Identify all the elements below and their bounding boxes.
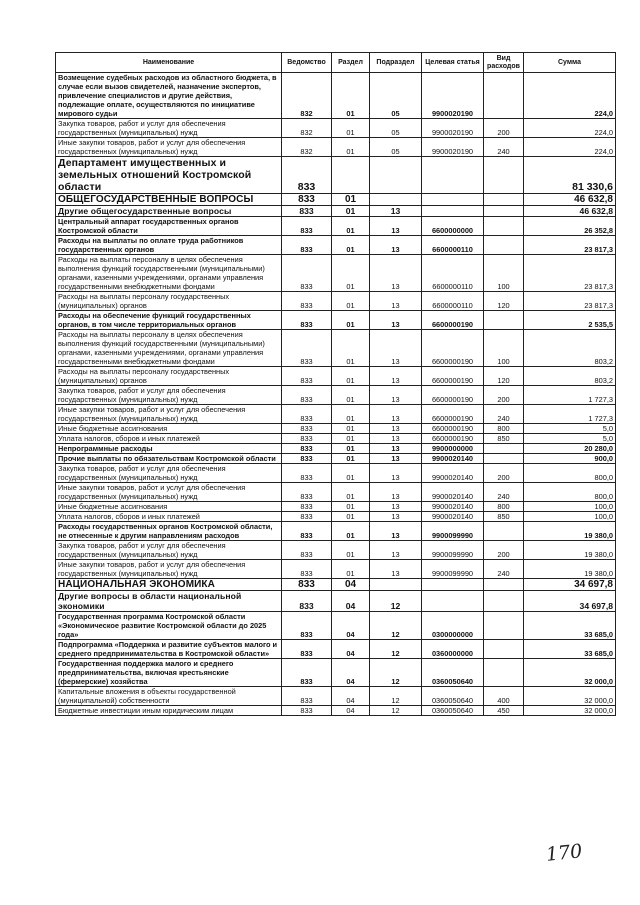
cell-department: 833 xyxy=(282,236,332,255)
cell-amount: 19 380,0 xyxy=(524,541,616,560)
cell-department: 833 xyxy=(282,483,332,502)
cell-subsection: 13 xyxy=(370,512,422,522)
cell-amount: 34 697,8 xyxy=(524,579,616,591)
cell-expense-type xyxy=(484,444,524,454)
table-row xyxy=(56,255,616,292)
cell-subsection: 13 xyxy=(370,434,422,444)
cell-name: Закупка товаров, работ и услуг для обеспечения государственных (муниципальных) нужд xyxy=(56,541,282,560)
cell-amount: 803,2 xyxy=(524,367,616,386)
cell-target-article: 9900020140 xyxy=(422,512,484,522)
cell-section: 01 xyxy=(332,454,370,464)
cell-target-article: 9900020140 xyxy=(422,483,484,502)
cell-name: Другие общегосударственные вопросы xyxy=(56,206,282,217)
cell-expense-type: 850 xyxy=(484,512,524,522)
table-row xyxy=(56,194,616,206)
cell-expense-type: 240 xyxy=(484,483,524,502)
cell-subsection: 13 xyxy=(370,444,422,454)
header-department: Ведомство xyxy=(282,53,332,73)
cell-department: 833 xyxy=(282,367,332,386)
cell-subsection: 13 xyxy=(370,522,422,541)
cell-amount: 19 380,0 xyxy=(524,522,616,541)
cell-amount: 800,0 xyxy=(524,483,616,502)
cell-amount: 5,0 xyxy=(524,424,616,434)
cell-department: 833 xyxy=(282,292,332,311)
cell-department: 833 xyxy=(282,591,332,612)
table-row xyxy=(56,367,616,386)
table-row xyxy=(56,464,616,483)
cell-target-article: 6600000190 xyxy=(422,311,484,330)
cell-department: 832 xyxy=(282,138,332,157)
cell-expense-type xyxy=(484,194,524,206)
cell-subsection: 12 xyxy=(370,659,422,687)
header-subsection: Подраздел xyxy=(370,53,422,73)
cell-amount: 224,0 xyxy=(524,73,616,119)
cell-amount: 900,0 xyxy=(524,454,616,464)
cell-subsection: 13 xyxy=(370,386,422,405)
cell-department: 833 xyxy=(282,444,332,454)
cell-expense-type xyxy=(484,591,524,612)
cell-expense-type: 850 xyxy=(484,434,524,444)
cell-target-article: 9900020190 xyxy=(422,73,484,119)
cell-section: 01 xyxy=(332,434,370,444)
cell-expense-type xyxy=(484,579,524,591)
cell-section: 04 xyxy=(332,640,370,659)
cell-section: 01 xyxy=(332,255,370,292)
cell-department: 833 xyxy=(282,194,332,206)
cell-department: 833 xyxy=(282,512,332,522)
header-target-article: Целевая статья xyxy=(422,53,484,73)
cell-amount: 32 000,0 xyxy=(524,659,616,687)
cell-target-article: 6600000000 xyxy=(422,217,484,236)
table-row xyxy=(56,119,616,138)
cell-target-article: 6600000110 xyxy=(422,255,484,292)
cell-subsection: 13 xyxy=(370,367,422,386)
cell-name: Закупка товаров, работ и услуг для обеспечения государственных (муниципальных) нужд xyxy=(56,464,282,483)
table-row xyxy=(56,138,616,157)
cell-subsection: 12 xyxy=(370,706,422,716)
cell-name: Прочие выплаты по обязательствам Костромской области xyxy=(56,454,282,464)
table-row xyxy=(56,434,616,444)
cell-subsection: 13 xyxy=(370,464,422,483)
cell-department: 833 xyxy=(282,206,332,217)
cell-amount: 19 380,0 xyxy=(524,560,616,579)
cell-section: 01 xyxy=(332,330,370,367)
cell-expense-type: 800 xyxy=(484,424,524,434)
cell-target-article: 9900020140 xyxy=(422,502,484,512)
cell-subsection: 13 xyxy=(370,292,422,311)
cell-department: 833 xyxy=(282,560,332,579)
table-row xyxy=(56,579,616,591)
cell-expense-type: 450 xyxy=(484,706,524,716)
table-row xyxy=(56,640,616,659)
cell-department: 833 xyxy=(282,157,332,194)
cell-target-article: 0360050640 xyxy=(422,706,484,716)
cell-target-article: 0300000000 xyxy=(422,612,484,640)
cell-department: 833 xyxy=(282,434,332,444)
cell-subsection: 13 xyxy=(370,483,422,502)
cell-target-article xyxy=(422,591,484,612)
cell-target-article: 9900099990 xyxy=(422,541,484,560)
cell-amount: 100,0 xyxy=(524,502,616,512)
cell-target-article xyxy=(422,579,484,591)
cell-amount: 46 632,8 xyxy=(524,194,616,206)
table-row xyxy=(56,560,616,579)
cell-section: 01 xyxy=(332,386,370,405)
cell-section: 01 xyxy=(332,541,370,560)
cell-section: 01 xyxy=(332,512,370,522)
table-row xyxy=(56,157,616,194)
cell-section: 04 xyxy=(332,591,370,612)
cell-name: Расходы на выплаты персоналу в целях обеспечения выполнения функций государственными (муниципальными) органами, казенными учреждениями, органами управления государственными внебюджетными фондами xyxy=(56,255,282,292)
cell-expense-type: 200 xyxy=(484,386,524,405)
budget-table-sheet xyxy=(55,52,615,716)
cell-amount: 2 535,5 xyxy=(524,311,616,330)
table-row xyxy=(56,424,616,434)
cell-name: Иные бюджетные ассигнования xyxy=(56,502,282,512)
cell-section: 04 xyxy=(332,687,370,706)
cell-expense-type xyxy=(484,206,524,217)
cell-target-article: 9900020140 xyxy=(422,464,484,483)
cell-name: Государственная программа Костромской области «Экономическое развитие Костромской области до 2025 года» xyxy=(56,612,282,640)
table-row xyxy=(56,502,616,512)
table-row xyxy=(56,330,616,367)
cell-subsection: 13 xyxy=(370,217,422,236)
cell-department: 833 xyxy=(282,541,332,560)
cell-subsection: 13 xyxy=(370,236,422,255)
cell-section: 04 xyxy=(332,706,370,716)
cell-target-article: 6600000190 xyxy=(422,386,484,405)
cell-amount: 34 697,8 xyxy=(524,591,616,612)
cell-target-article: 6600000190 xyxy=(422,367,484,386)
cell-amount: 32 000,0 xyxy=(524,706,616,716)
cell-amount: 20 280,0 xyxy=(524,444,616,454)
cell-department: 833 xyxy=(282,502,332,512)
cell-subsection: 13 xyxy=(370,560,422,579)
cell-department: 833 xyxy=(282,640,332,659)
table-row xyxy=(56,236,616,255)
cell-amount: 81 330,6 xyxy=(524,157,616,194)
cell-section: 04 xyxy=(332,659,370,687)
cell-section: 01 xyxy=(332,405,370,424)
table-row xyxy=(56,591,616,612)
cell-section: 01 xyxy=(332,292,370,311)
cell-target-article: 6600000110 xyxy=(422,236,484,255)
cell-subsection: 13 xyxy=(370,424,422,434)
cell-amount: 224,0 xyxy=(524,138,616,157)
cell-amount: 23 817,3 xyxy=(524,255,616,292)
cell-department: 833 xyxy=(282,217,332,236)
cell-department: 833 xyxy=(282,386,332,405)
cell-name: Возмещение судебных расходов из областного бюджета, в случае если вызов свидетелей, назначение экспертов, привлечение специалистов и другие действия, подлежащие оплате, осуществляются по инициативе мирового судьи xyxy=(56,73,282,119)
cell-section: 01 xyxy=(332,73,370,119)
cell-name: Расходы на выплаты персоналу государственных (муниципальных) органов xyxy=(56,367,282,386)
cell-subsection: 13 xyxy=(370,502,422,512)
cell-expense-type: 200 xyxy=(484,464,524,483)
table-row xyxy=(56,444,616,454)
header-name: Наименование xyxy=(56,53,282,73)
cell-section: 01 xyxy=(332,424,370,434)
table-row xyxy=(56,612,616,640)
table-row xyxy=(56,386,616,405)
cell-section: 01 xyxy=(332,236,370,255)
cell-target-article: 9900020140 xyxy=(422,454,484,464)
cell-section: 04 xyxy=(332,579,370,591)
cell-expense-type: 100 xyxy=(484,330,524,367)
cell-name: Расходы на выплаты персоналу в целях обеспечения выполнения функций государственными (муниципальными) органами, казенными учреждениями, органами управления государственными внебюджетными фондами xyxy=(56,330,282,367)
cell-name: Расходы государственных органов Костромской области, не отнесенные к другим направлениям расходов xyxy=(56,522,282,541)
cell-section: 01 xyxy=(332,444,370,454)
cell-name: НАЦИОНАЛЬНАЯ ЭКОНОМИКА xyxy=(56,579,282,591)
cell-name: Государственная поддержка малого и среднего предпринимательства, включая крестьянские (фермерские) хозяйства xyxy=(56,659,282,687)
table-row xyxy=(56,541,616,560)
table-row xyxy=(56,483,616,502)
cell-amount: 1 727,3 xyxy=(524,386,616,405)
cell-target-article: 6600000190 xyxy=(422,330,484,367)
cell-name: Закупка товаров, работ и услуг для обеспечения государственных (муниципальных) нужд xyxy=(56,119,282,138)
cell-name: Уплата налогов, сборов и иных платежей xyxy=(56,512,282,522)
table-row xyxy=(56,73,616,119)
handwritten-page-number: 170 xyxy=(544,840,584,866)
cell-expense-type: 800 xyxy=(484,502,524,512)
cell-department: 833 xyxy=(282,579,332,591)
cell-target-article xyxy=(422,157,484,194)
cell-expense-type xyxy=(484,454,524,464)
cell-expense-type: 240 xyxy=(484,138,524,157)
cell-name: Иные закупки товаров, работ и услуг для обеспечения государственных (муниципальных) нужд xyxy=(56,405,282,424)
cell-department: 833 xyxy=(282,659,332,687)
cell-target-article: 0360050640 xyxy=(422,659,484,687)
cell-name: Центральный аппарат государственных органов Костромской области xyxy=(56,217,282,236)
cell-department: 833 xyxy=(282,454,332,464)
cell-amount: 100,0 xyxy=(524,512,616,522)
cell-expense-type xyxy=(484,522,524,541)
cell-department: 832 xyxy=(282,73,332,119)
header-amount: Сумма xyxy=(524,53,616,73)
cell-expense-type xyxy=(484,157,524,194)
cell-section xyxy=(332,157,370,194)
cell-expense-type: 120 xyxy=(484,367,524,386)
header-section: Раздел xyxy=(332,53,370,73)
table-row xyxy=(56,217,616,236)
table-row xyxy=(56,687,616,706)
cell-name: Расходы на обеспечение функций государственных органов, в том числе территориальных органов xyxy=(56,311,282,330)
cell-department: 833 xyxy=(282,255,332,292)
cell-subsection xyxy=(370,194,422,206)
table-row xyxy=(56,292,616,311)
cell-subsection: 05 xyxy=(370,119,422,138)
cell-amount: 32 000,0 xyxy=(524,687,616,706)
cell-amount: 224,0 xyxy=(524,119,616,138)
cell-target-article: 6600000110 xyxy=(422,292,484,311)
cell-expense-type xyxy=(484,659,524,687)
cell-subsection: 12 xyxy=(370,640,422,659)
cell-name: Непрограммные расходы xyxy=(56,444,282,454)
cell-expense-type xyxy=(484,612,524,640)
cell-amount: 5,0 xyxy=(524,434,616,444)
cell-name: Иные закупки товаров, работ и услуг для обеспечения государственных (муниципальных) нужд xyxy=(56,138,282,157)
cell-section: 01 xyxy=(332,522,370,541)
cell-name: Подпрограмма «Поддержка и развитие субъектов малого и среднего предпринимательства в Костромской области» xyxy=(56,640,282,659)
cell-expense-type: 200 xyxy=(484,119,524,138)
cell-expense-type: 240 xyxy=(484,560,524,579)
cell-expense-type: 200 xyxy=(484,541,524,560)
cell-name: Капитальные вложения в объекты государственной (муниципальной) собственности xyxy=(56,687,282,706)
table-row xyxy=(56,405,616,424)
cell-target-article xyxy=(422,206,484,217)
cell-subsection: 13 xyxy=(370,454,422,464)
cell-subsection xyxy=(370,157,422,194)
cell-section: 01 xyxy=(332,311,370,330)
cell-subsection: 13 xyxy=(370,255,422,292)
cell-target-article: 0360050640 xyxy=(422,687,484,706)
cell-name: Уплата налогов, сборов и иных платежей xyxy=(56,434,282,444)
cell-department: 833 xyxy=(282,405,332,424)
cell-name: Иные закупки товаров, работ и услуг для обеспечения государственных (муниципальных) нужд xyxy=(56,483,282,502)
cell-expense-type xyxy=(484,217,524,236)
cell-section: 01 xyxy=(332,119,370,138)
cell-target-article: 9900099990 xyxy=(422,522,484,541)
cell-section: 01 xyxy=(332,560,370,579)
cell-target-article: 0360000000 xyxy=(422,640,484,659)
table-row xyxy=(56,522,616,541)
table-row xyxy=(56,311,616,330)
cell-name: Департамент имущественных и земельных отношений Костромской области xyxy=(56,157,282,194)
cell-subsection xyxy=(370,579,422,591)
cell-expense-type xyxy=(484,311,524,330)
cell-expense-type: 100 xyxy=(484,255,524,292)
cell-subsection: 05 xyxy=(370,73,422,119)
cell-subsection: 13 xyxy=(370,311,422,330)
cell-target-article: 6600000190 xyxy=(422,405,484,424)
cell-section: 01 xyxy=(332,194,370,206)
cell-name: Закупка товаров, работ и услуг для обеспечения государственных (муниципальных) нужд xyxy=(56,386,282,405)
cell-section: 01 xyxy=(332,217,370,236)
cell-expense-type xyxy=(484,73,524,119)
cell-section: 01 xyxy=(332,483,370,502)
cell-target-article: 6600000190 xyxy=(422,434,484,444)
cell-section: 01 xyxy=(332,464,370,483)
cell-expense-type: 240 xyxy=(484,405,524,424)
cell-department: 833 xyxy=(282,424,332,434)
cell-expense-type xyxy=(484,236,524,255)
table-row xyxy=(56,454,616,464)
cell-name: Другие вопросы в области национальной экономики xyxy=(56,591,282,612)
cell-name: Бюджетные инвестиции иным юридическим лицам xyxy=(56,706,282,716)
cell-department: 833 xyxy=(282,612,332,640)
table-row xyxy=(56,206,616,217)
cell-name: Иные закупки товаров, работ и услуг для обеспечения государственных (муниципальных) нужд xyxy=(56,560,282,579)
cell-amount: 23 817,3 xyxy=(524,236,616,255)
cell-name: ОБЩЕГОСУДАРСТВЕННЫЕ ВОПРОСЫ xyxy=(56,194,282,206)
cell-amount: 23 817,3 xyxy=(524,292,616,311)
cell-target-article: 9900000000 xyxy=(422,444,484,454)
cell-amount: 1 727,3 xyxy=(524,405,616,424)
cell-amount: 800,0 xyxy=(524,464,616,483)
table-header-row xyxy=(56,53,616,73)
cell-name: Иные бюджетные ассигнования xyxy=(56,424,282,434)
cell-name: Расходы на выплаты персоналу государственных (муниципальных) органов xyxy=(56,292,282,311)
cell-target-article: 6600000190 xyxy=(422,424,484,434)
cell-target-article: 9900099990 xyxy=(422,560,484,579)
cell-section: 01 xyxy=(332,138,370,157)
cell-subsection: 13 xyxy=(370,206,422,217)
cell-section: 04 xyxy=(332,612,370,640)
cell-section: 01 xyxy=(332,206,370,217)
cell-expense-type: 400 xyxy=(484,687,524,706)
cell-amount: 803,2 xyxy=(524,330,616,367)
cell-subsection: 12 xyxy=(370,612,422,640)
cell-subsection: 12 xyxy=(370,687,422,706)
cell-amount: 33 685,0 xyxy=(524,612,616,640)
cell-section: 01 xyxy=(332,502,370,512)
cell-department: 833 xyxy=(282,522,332,541)
table-row xyxy=(56,706,616,716)
table-row xyxy=(56,512,616,522)
cell-target-article: 9900020190 xyxy=(422,138,484,157)
cell-department: 833 xyxy=(282,706,332,716)
cell-subsection: 12 xyxy=(370,591,422,612)
cell-section: 01 xyxy=(332,367,370,386)
table-row xyxy=(56,659,616,687)
cell-expense-type xyxy=(484,640,524,659)
cell-amount: 26 352,8 xyxy=(524,217,616,236)
cell-target-article: 9900020190 xyxy=(422,119,484,138)
cell-subsection: 13 xyxy=(370,330,422,367)
cell-name: Расходы на выплаты по оплате труда работников государственных органов xyxy=(56,236,282,255)
cell-department: 833 xyxy=(282,687,332,706)
cell-department: 833 xyxy=(282,330,332,367)
header-expense-type: Вид расходов xyxy=(484,53,524,73)
cell-subsection: 13 xyxy=(370,405,422,424)
cell-subsection: 13 xyxy=(370,541,422,560)
budget-table xyxy=(55,52,616,716)
cell-department: 833 xyxy=(282,311,332,330)
cell-amount: 33 685,0 xyxy=(524,640,616,659)
cell-target-article xyxy=(422,194,484,206)
cell-expense-type: 120 xyxy=(484,292,524,311)
cell-department: 832 xyxy=(282,119,332,138)
cell-amount: 46 632,8 xyxy=(524,206,616,217)
cell-subsection: 05 xyxy=(370,138,422,157)
cell-department: 833 xyxy=(282,464,332,483)
